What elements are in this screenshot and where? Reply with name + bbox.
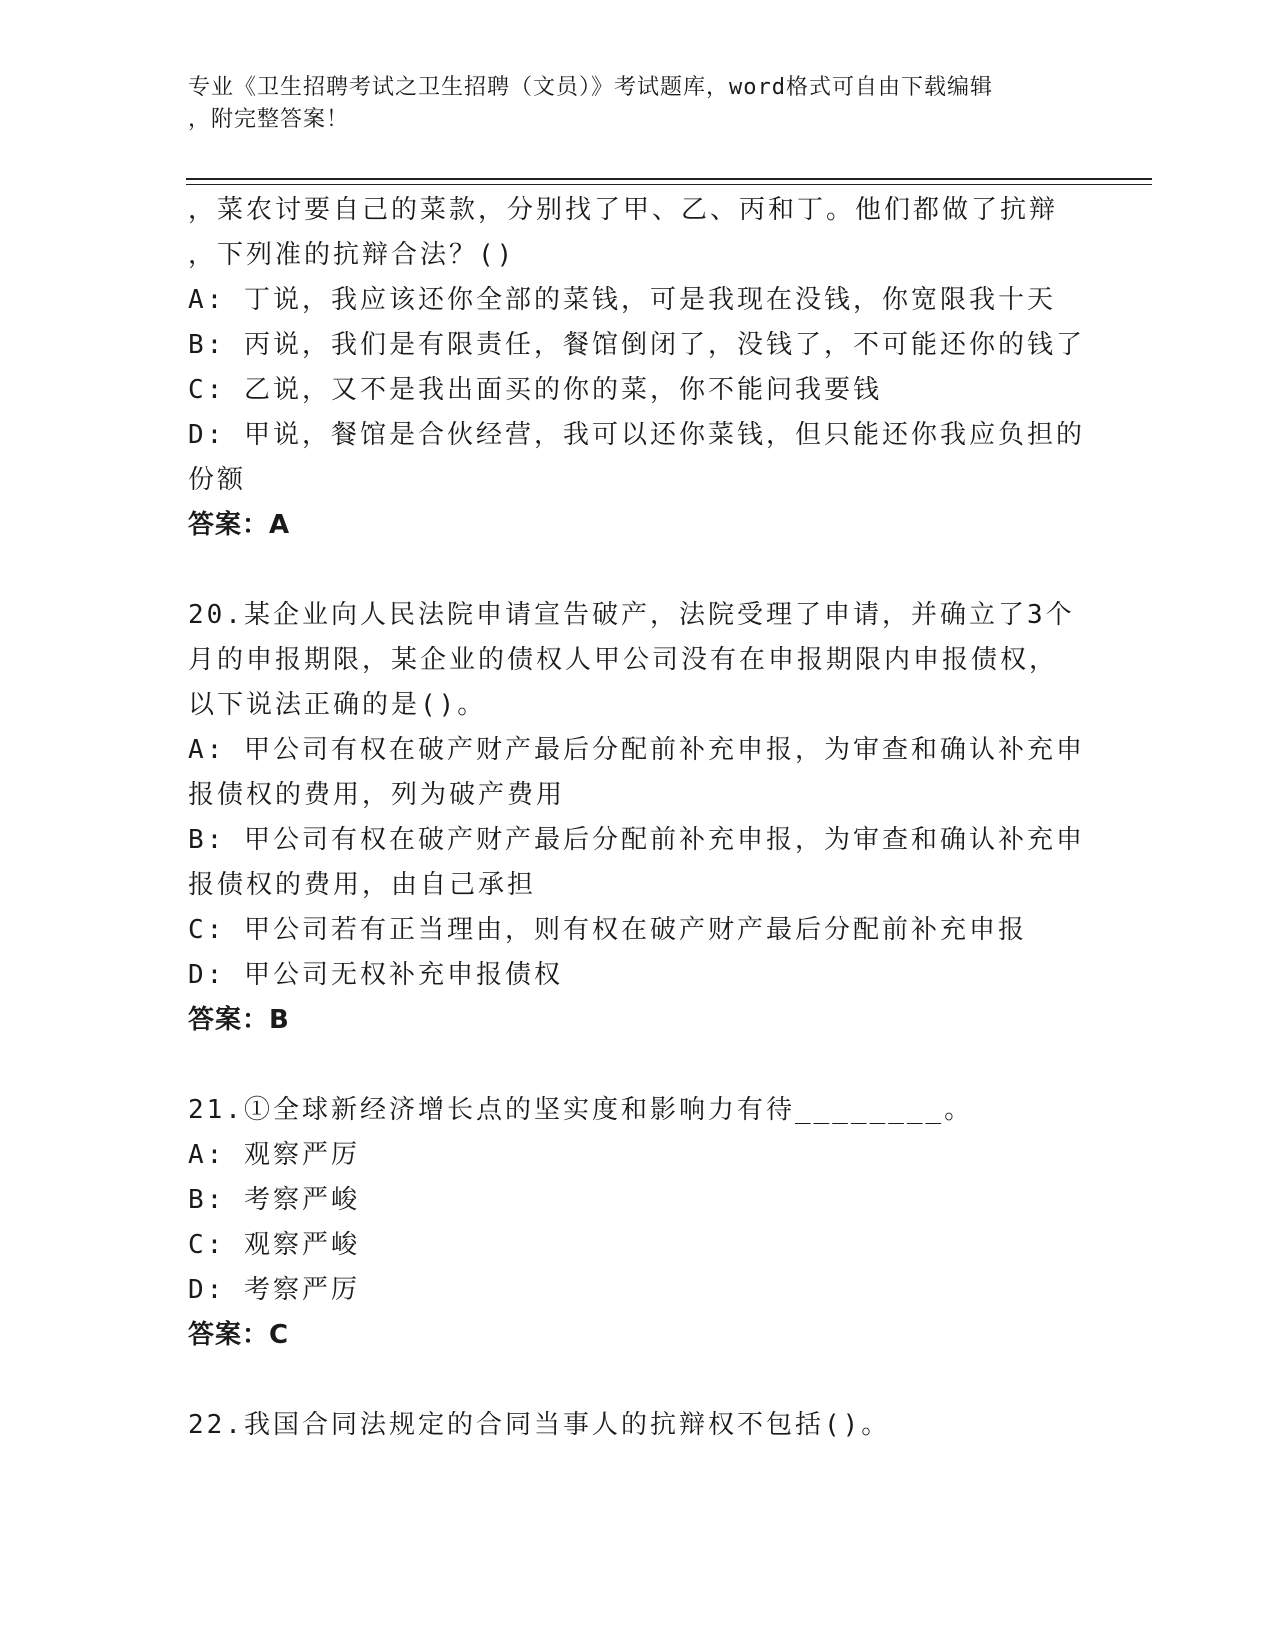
header-divider-thin [186, 184, 1152, 185]
option-c: C: 甲公司若有正当理由，则有权在破产财产最后分配前补充申报 [188, 915, 1027, 945]
header-divider-thick [186, 178, 1152, 180]
header-line-1: 专业《卫生招聘考试之卫生招聘（文员）》考试题库，word格式可自由下载编辑 [188, 75, 993, 100]
option-c: C: 观察严峻 [188, 1230, 360, 1260]
option-b: B: 甲公司有权在破产财产最后分配前补充申报，为审查和确认补充申 [188, 825, 1085, 855]
option-a-continued: 报债权的费用，列为破产费用 [188, 780, 566, 810]
question-19 [188, 188, 1088, 548]
question-stem: 20.某企业向人民法院申请宣告破产，法院受理了申请，并确立了3个 [188, 600, 1075, 630]
answer: 答案：C [188, 1320, 290, 1350]
question-stem: 以下说法正确的是()。 [188, 690, 487, 720]
spacer [188, 548, 1088, 593]
answer: 答案：A [188, 510, 291, 540]
spacer [188, 1358, 1088, 1403]
question-stem: 21.①全球新经济增长点的坚实度和影响力有待________。 [188, 1095, 974, 1125]
question-21 [188, 1088, 1088, 1358]
question-list [188, 188, 1088, 1448]
option-b: B: 丙说，我们是有限责任，餐馆倒闭了，没钱了，不可能还你的钱了 [188, 330, 1085, 360]
option-c: C: 乙说，又不是我出面买的你的菜，你不能问我要钱 [188, 375, 882, 405]
document-header [188, 72, 1068, 136]
option-a: A: 观察严厉 [188, 1140, 360, 1170]
option-b-continued: 报债权的费用，由自己承担 [188, 870, 537, 900]
option-a: A: 甲公司有权在破产财产最后分配前补充申报，为审查和确认补充申 [188, 735, 1085, 765]
question-stem: 月的申报期限，某企业的债权人甲公司没有在申报期限内申报债权， [188, 645, 1059, 675]
question-stem: ，下列准的抗辩合法？() [188, 240, 516, 270]
question-stem: ，菜农讨要自己的菜款，分别找了甲、乙、丙和丁。他们都做了抗辩 [188, 195, 1059, 225]
option-d: D: 甲公司无权补充申报债权 [188, 960, 563, 990]
option-d: D: 甲说，餐馆是合伙经营，我可以还你菜钱，但只能还你我应负担的 [188, 420, 1085, 450]
option-a: A: 丁说，我应该还你全部的菜钱，可是我现在没钱，你宽限我十天 [188, 285, 1056, 315]
header-line-2: ，附完整答案！ [188, 107, 350, 132]
option-b: B: 考察严峻 [188, 1185, 360, 1215]
question-stem: 22.我国合同法规定的合同当事人的抗辩权不包括()。 [188, 1410, 891, 1440]
option-d-continued: 份额 [188, 465, 247, 495]
spacer [188, 1043, 1088, 1088]
question-22 [188, 1403, 1088, 1448]
option-d: D: 考察严厉 [188, 1275, 360, 1305]
answer: 答案：B [188, 1005, 290, 1035]
question-20 [188, 593, 1088, 1043]
